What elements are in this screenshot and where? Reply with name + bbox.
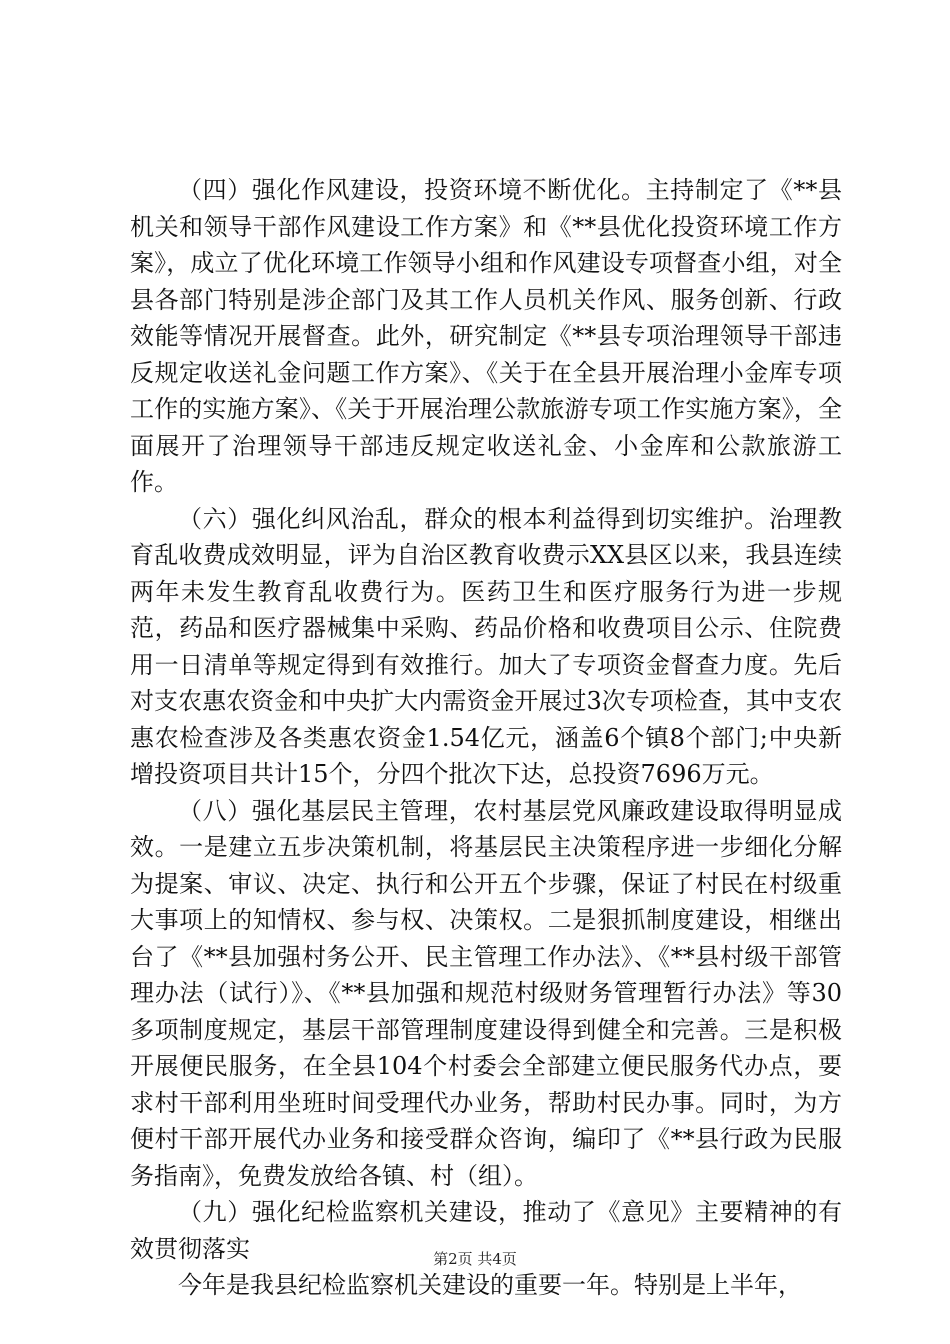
document-body [130,172,842,1304]
paragraph-4: （四）强化作风建设，投资环境不断优化。主持制定了《**县机关和领导干部作风建设工作方案》和《**县优化投资环境工作方案》，成立了优化环境工作领导小组和作风建设专项督查小组，对全县各部门特别是涉企部门及其工作人员机关作风、服务创新、行政效能等情况开展督查。此外，研究制定《**县专项治理领导干部违反规定收送礼金问题工作方案》、《关于在全县开展治理小金库专项工作的实施方案》、《关于开展治理公款旅游专项工作实施方案》，全面展开了治理领导干部违反规定收送礼金、小金库和公款旅游工作。 [130,176,842,496]
paragraph-9: （九）强化纪检监察机关建设，推动了《意见》主要精神的有效贯彻落实 [130,1198,842,1263]
page-number-footer: 第2页 共4页 [433,1250,517,1268]
paragraph-6: （六）强化纠风治乱，群众的根本利益得到切实维护。治理教育乱收费成效明显，评为自治区教育收费示XX县区以来，我县连续两年未发生教育乱收费行为。医药卫生和医疗服务行为进一步规范，药品和医疗器械集中采购、药品价格和收费项目公示、住院费用一日清单等规定得到有效推行。加大了专项资金督查力度。先后对支农惠农资金和中央扩大内需资金开展过3次专项检查，其中支农惠农检查涉及各类惠农资金1.54亿元，涵盖6个镇8个部门;中央新增投资项目共计15个，分四个批次下达，总投资7696万元。 [130,504,842,788]
paragraph-8: （八）强化基层民主管理，农村基层党风廉政建设取得明显成效。一是建立五步决策机制，将基层民主决策程序进一步细化分解为提案、审议、决定、执行和公开五个步骤，保证了村民在村级重大事项上的知情权、参与权、决策权。二是狠抓制度建设，相继出台了《**县加强村务公开、民主管理工作办法》、《**县村级干部管理办法（试行）》、《**县加强和规范村级财务管理暂行办法》等30多项制度规定，基层干部管理制度建设得到健全和完善。三是积极开展便民服务，在全县104个村委会全部建立便民服务代办点，要求村干部利用坐班时间受理代办业务，帮助村民办事。同时，为方便村干部开展代办业务和接受群众咨询，编印了《**县行政为民服务指南》，免费发放给各镇、村（组）。 [130,796,842,1190]
paragraph-continuation: 今年是我县纪检监察机关建设的重要一年。特别是上半年， [178,1271,802,1299]
